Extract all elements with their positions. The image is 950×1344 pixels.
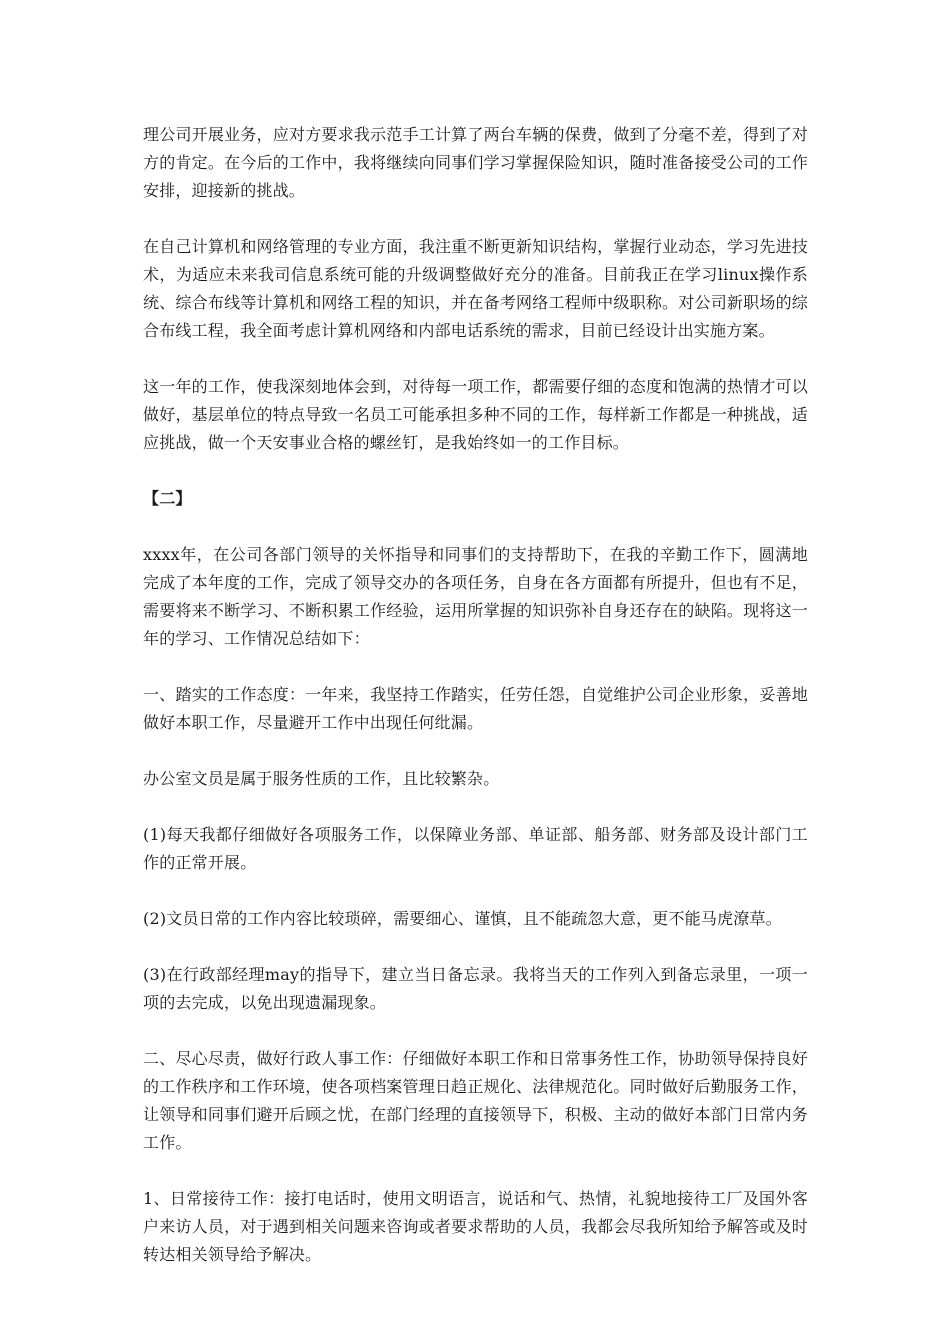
paragraph-reception: 1、日常接待工作：接打电话时，使用文明语言，说话和气、热情，礼貌地接待工厂及国外客户来访人员，对于遇到相关问题来咨询或者要求帮助的人员，我都会尽我所知给予解答或及时转达相关领导给予解决。 <box>143 1189 808 1264</box>
paragraph-item-1: (1)每天我都仔细做好各项服务工作，以保障业务部、单证部、船务部、财务部及设计部门工作的正常开展。 <box>143 825 808 872</box>
paragraph-item-3: (3)在行政部经理may的指导下，建立当日备忘录。我将当天的工作列入到备忘录里，一项一项的去完成，以免出现遗漏现象。 <box>143 965 808 1012</box>
paragraph-year-reflection: 这一年的工作，使我深刻地体会到，对待每一项工作，都需要仔细的态度和饱满的热情才可以做好，基层单位的特点导致一名员工可能承担多种不同的工作，每样新工作都是一种挑战，适应挑战，做一个天安事业合格的螺丝钉，是我始终如一的工作目标。 <box>143 377 808 452</box>
document-body <box>143 121 808 1297</box>
paragraph-clerk-role: 办公室文员是属于服务性质的工作，且比较繁杂。 <box>143 769 500 788</box>
paragraph-admin-hr: 二、尽心尽责，做好行政人事工作：仔细做好本职工作和日常事务性工作，协助领导保持良好的工作秩序和工作环境，使各项档案管理日趋正规化、法律规范化。同时做好后勤服务工作，让领导和同事们避开后顾之忧，在部门经理的直接领导下，积极、主动的做好本部门日常内务工作。 <box>143 1049 808 1152</box>
paragraph-network-management: 在自己计算机和网络管理的专业方面，我注重不断更新知识结构，掌握行业动态，学习先进技术，为适应未来我司信息系统可能的升级调整做好充分的准备。目前我正在学习linux操作系统、综合布线等计算机和网络工程的知识，并在备考网络工程师中级职称。对公司新职场的综合布线工程，我全面考虑计算机网络和内部电话系统的需求，目前已经设计出实施方案。 <box>143 237 808 340</box>
paragraph-work-attitude: 一、踏实的工作态度：一年来，我坚持工作踏实，任劳任怨，自觉维护公司企业形象，妥善地做好本职工作，尽量避开工作中出现任何纰漏。 <box>143 685 808 732</box>
section-heading: 【二】 <box>143 489 192 508</box>
paragraph-item-2: (2)文员日常的工作内容比较琐碎，需要细心、谨慎，且不能疏忽大意，更不能马虎潦草。 <box>143 909 782 928</box>
paragraph-insurance-calc: 理公司开展业务，应对方要求我示范手工计算了两台车辆的保费，做到了分毫不差，得到了对方的肯定。在今后的工作中，我将继续向同事们学习掌握保险知识，随时准备接受公司的工作安排，迎接新的挑战。 <box>143 125 808 200</box>
paragraph-intro: xxxx年，在公司各部门领导的关怀指导和同事们的支持帮助下，在我的辛勤工作下，圆满地完成了本年度的工作，完成了领导交办的各项任务，自身在各方面都有所提升，但也有不足，需要将来不断学习、不断积累工作经验，运用所掌握的知识弥补自身还存在的缺陷。现将这一年的学习、工作情况总结如下： <box>143 545 808 648</box>
